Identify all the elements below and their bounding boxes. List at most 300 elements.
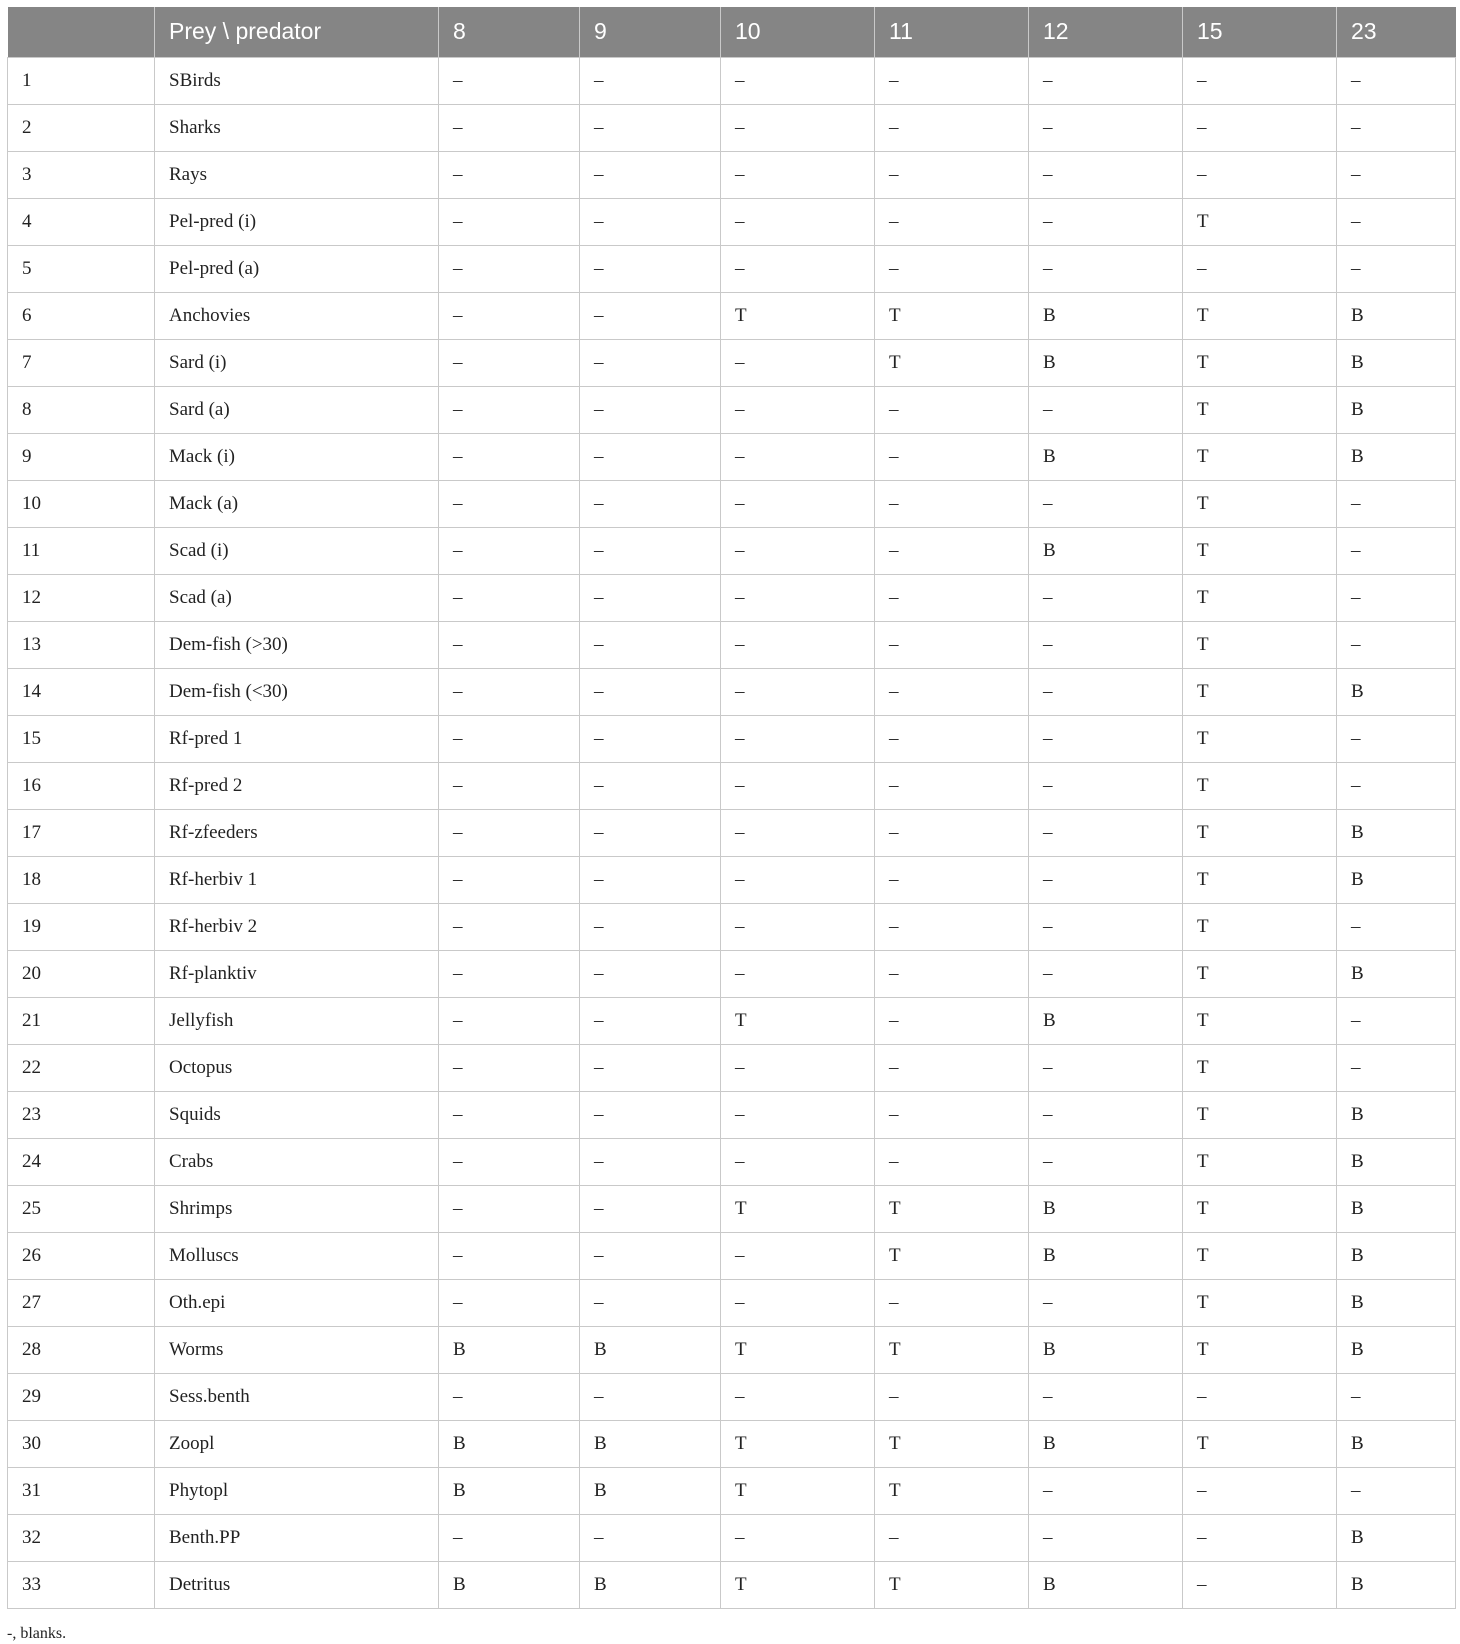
diet-value-cell: –	[439, 668, 580, 715]
diet-value-cell: B	[1029, 527, 1183, 574]
diet-value-cell: B	[1029, 1326, 1183, 1373]
table-row	[8, 950, 1456, 997]
prey-name-cell: Scad (i)	[155, 527, 439, 574]
diet-value-cell: B	[1337, 339, 1456, 386]
row-index-cell: 33	[8, 1561, 155, 1608]
diet-value-cell: –	[1029, 1044, 1183, 1091]
prey-name-cell: Rf-pred 1	[155, 715, 439, 762]
diet-value-cell: –	[721, 1279, 875, 1326]
diet-value-cell: –	[875, 809, 1029, 856]
diet-value-cell: –	[439, 386, 580, 433]
diet-value-cell: –	[721, 762, 875, 809]
diet-value-cell: B	[1337, 1326, 1456, 1373]
diet-value-cell: –	[580, 621, 721, 668]
diet-value-cell: T	[1183, 198, 1337, 245]
prey-name-cell: Rf-pred 2	[155, 762, 439, 809]
row-index-cell: 16	[8, 762, 155, 809]
diet-value-cell: –	[439, 809, 580, 856]
diet-value-cell: –	[439, 245, 580, 292]
row-index-cell: 5	[8, 245, 155, 292]
diet-value-cell: –	[875, 1373, 1029, 1420]
diet-value-cell: –	[1183, 1561, 1337, 1608]
diet-value-cell: –	[1029, 151, 1183, 198]
diet-value-cell: –	[580, 1091, 721, 1138]
prey-name-cell: Sharks	[155, 104, 439, 151]
row-index-cell: 9	[8, 433, 155, 480]
diet-value-cell: –	[439, 527, 580, 574]
diet-value-cell: T	[1183, 1138, 1337, 1185]
diet-value-cell: –	[439, 1514, 580, 1561]
diet-value-cell: –	[721, 809, 875, 856]
diet-value-cell: –	[1183, 57, 1337, 104]
diet-value-cell: –	[1029, 1138, 1183, 1185]
diet-value-cell: –	[875, 1279, 1029, 1326]
diet-value-cell: –	[721, 668, 875, 715]
diet-value-cell: B	[1029, 1561, 1183, 1608]
diet-value-cell: –	[439, 903, 580, 950]
diet-value-cell: –	[1029, 245, 1183, 292]
diet-value-cell: –	[1029, 668, 1183, 715]
row-index-cell: 26	[8, 1232, 155, 1279]
diet-value-cell: T	[875, 292, 1029, 339]
diet-value-cell: –	[875, 433, 1029, 480]
diet-value-cell: B	[1337, 668, 1456, 715]
diet-value-cell: –	[439, 715, 580, 762]
diet-value-cell: T	[721, 1467, 875, 1514]
diet-value-cell: –	[580, 903, 721, 950]
row-index-cell: 25	[8, 1185, 155, 1232]
table-row	[8, 715, 1456, 762]
diet-value-cell: T	[1183, 997, 1337, 1044]
diet-value-cell: T	[1183, 762, 1337, 809]
diet-value-cell: –	[1337, 527, 1456, 574]
row-index-cell: 27	[8, 1279, 155, 1326]
table-row	[8, 1420, 1456, 1467]
diet-value-cell: –	[1337, 997, 1456, 1044]
diet-value-cell: B	[1337, 1420, 1456, 1467]
diet-value-cell: –	[1337, 903, 1456, 950]
diet-value-cell: –	[439, 1373, 580, 1420]
row-index-cell: 29	[8, 1373, 155, 1420]
diet-value-cell: –	[1029, 1467, 1183, 1514]
diet-value-cell: –	[439, 57, 580, 104]
diet-value-cell: –	[1183, 1514, 1337, 1561]
table-row	[8, 1138, 1456, 1185]
diet-value-cell: –	[439, 151, 580, 198]
diet-value-cell: –	[1337, 1044, 1456, 1091]
row-index-cell: 22	[8, 1044, 155, 1091]
diet-value-cell: –	[721, 574, 875, 621]
diet-value-cell: T	[1183, 1232, 1337, 1279]
table-row	[8, 151, 1456, 198]
diet-value-cell: T	[1183, 621, 1337, 668]
diet-value-cell: –	[1337, 1467, 1456, 1514]
diet-value-cell: –	[875, 1044, 1029, 1091]
row-index-cell: 4	[8, 198, 155, 245]
table-row	[8, 1185, 1456, 1232]
diet-value-cell: –	[439, 574, 580, 621]
prey-name-cell: Jellyfish	[155, 997, 439, 1044]
diet-value-cell: T	[1183, 433, 1337, 480]
diet-value-cell: –	[580, 433, 721, 480]
diet-value-cell: –	[875, 1514, 1029, 1561]
diet-value-cell: –	[580, 1373, 721, 1420]
diet-value-cell: T	[721, 292, 875, 339]
diet-value-cell: B	[1337, 1279, 1456, 1326]
diet-value-cell: –	[580, 198, 721, 245]
diet-value-cell: –	[439, 1279, 580, 1326]
diet-value-cell: –	[721, 245, 875, 292]
diet-value-cell: –	[1337, 104, 1456, 151]
row-index-cell: 1	[8, 57, 155, 104]
table-row	[8, 1279, 1456, 1326]
diet-value-cell: –	[875, 1091, 1029, 1138]
diet-value-cell: B	[580, 1561, 721, 1608]
diet-value-cell: B	[1337, 856, 1456, 903]
row-index-cell: 7	[8, 339, 155, 386]
diet-value-cell: –	[1029, 1279, 1183, 1326]
diet-value-cell: –	[1029, 950, 1183, 997]
diet-value-cell: B	[439, 1326, 580, 1373]
diet-value-cell: T	[721, 1326, 875, 1373]
diet-value-cell: B	[580, 1420, 721, 1467]
diet-value-cell: T	[721, 997, 875, 1044]
diet-value-cell: –	[580, 997, 721, 1044]
prey-name-cell: Rays	[155, 151, 439, 198]
table-row	[8, 1561, 1456, 1608]
table-row	[8, 292, 1456, 339]
prey-name-cell: Mack (i)	[155, 433, 439, 480]
diet-value-cell: –	[721, 1091, 875, 1138]
prey-name-cell: Mack (a)	[155, 480, 439, 527]
diet-value-cell: –	[875, 386, 1029, 433]
diet-value-cell: B	[1337, 1185, 1456, 1232]
table-row	[8, 1326, 1456, 1373]
prey-name-cell: Pel-pred (a)	[155, 245, 439, 292]
row-index-cell: 20	[8, 950, 155, 997]
diet-value-cell: –	[580, 1185, 721, 1232]
table-footnote: -, blanks.	[7, 1625, 67, 1642]
diet-value-cell: –	[1337, 1373, 1456, 1420]
row-index-cell: 17	[8, 809, 155, 856]
diet-value-cell: B	[1337, 1091, 1456, 1138]
diet-value-cell: –	[439, 1185, 580, 1232]
prey-name-cell: Detritus	[155, 1561, 439, 1608]
row-index-cell: 15	[8, 715, 155, 762]
prey-name-cell: Crabs	[155, 1138, 439, 1185]
diet-value-cell: –	[1029, 57, 1183, 104]
diet-value-cell: –	[439, 1232, 580, 1279]
table-row	[8, 57, 1456, 104]
diet-value-cell: –	[1029, 1373, 1183, 1420]
table-row	[8, 903, 1456, 950]
prey-name-cell: Rf-planktiv	[155, 950, 439, 997]
diet-value-cell: –	[1183, 1467, 1337, 1514]
row-index-cell: 2	[8, 104, 155, 151]
table-row	[8, 668, 1456, 715]
diet-value-cell: –	[875, 856, 1029, 903]
diet-value-cell: –	[875, 997, 1029, 1044]
diet-value-cell: –	[439, 1138, 580, 1185]
diet-value-cell: –	[875, 574, 1029, 621]
diet-value-cell: T	[1183, 1326, 1337, 1373]
diet-value-cell: –	[1029, 715, 1183, 762]
diet-value-cell: –	[721, 1232, 875, 1279]
diet-value-cell: B	[439, 1561, 580, 1608]
diet-value-cell: T	[875, 1326, 1029, 1373]
diet-value-cell: –	[580, 1232, 721, 1279]
diet-value-cell: –	[580, 151, 721, 198]
table-row	[8, 1373, 1456, 1420]
diet-value-cell: –	[1029, 1514, 1183, 1561]
diet-value-cell: –	[1029, 856, 1183, 903]
diet-value-cell: –	[580, 856, 721, 903]
diet-value-cell: –	[875, 621, 1029, 668]
table-row	[8, 245, 1456, 292]
diet-value-cell: –	[439, 292, 580, 339]
diet-value-cell: –	[580, 527, 721, 574]
diet-value-cell: B	[1029, 1185, 1183, 1232]
diet-value-cell: B	[439, 1420, 580, 1467]
diet-value-cell: –	[1337, 715, 1456, 762]
prey-name-cell: Rf-zfeeders	[155, 809, 439, 856]
prey-name-cell: Sard (i)	[155, 339, 439, 386]
row-index-cell: 10	[8, 480, 155, 527]
diet-value-cell: B	[1029, 339, 1183, 386]
prey-name-cell: Worms	[155, 1326, 439, 1373]
diet-value-cell: –	[721, 386, 875, 433]
diet-value-cell: –	[580, 574, 721, 621]
diet-value-cell: –	[1029, 762, 1183, 809]
diet-value-cell: –	[875, 57, 1029, 104]
row-index-cell: 28	[8, 1326, 155, 1373]
header-predator-12: 12	[1029, 7, 1183, 57]
diet-value-cell: –	[580, 1044, 721, 1091]
diet-value-cell: –	[1029, 903, 1183, 950]
table-row	[8, 480, 1456, 527]
diet-value-cell: B	[1029, 433, 1183, 480]
diet-value-cell: –	[721, 104, 875, 151]
header-predator-9: 9	[580, 7, 721, 57]
prey-name-cell: Squids	[155, 1091, 439, 1138]
diet-value-cell: T	[1183, 339, 1337, 386]
diet-value-cell: –	[875, 104, 1029, 151]
diet-value-cell: –	[1029, 386, 1183, 433]
diet-value-cell: B	[1337, 433, 1456, 480]
row-index-cell: 11	[8, 527, 155, 574]
prey-name-cell: SBirds	[155, 57, 439, 104]
row-index-cell: 24	[8, 1138, 155, 1185]
diet-value-cell: T	[1183, 809, 1337, 856]
table-row	[8, 762, 1456, 809]
row-index-cell: 32	[8, 1514, 155, 1561]
diet-value-cell: T	[721, 1420, 875, 1467]
table-row	[8, 339, 1456, 386]
prey-name-cell: Shrimps	[155, 1185, 439, 1232]
diet-value-cell: –	[875, 762, 1029, 809]
diet-value-cell: T	[1183, 856, 1337, 903]
table-row	[8, 809, 1456, 856]
diet-value-cell: –	[580, 480, 721, 527]
row-index-cell: 6	[8, 292, 155, 339]
diet-value-cell: –	[875, 245, 1029, 292]
table-row	[8, 104, 1456, 151]
prey-name-cell: Sess.benth	[155, 1373, 439, 1420]
prey-name-cell: Sard (a)	[155, 386, 439, 433]
diet-value-cell: –	[580, 950, 721, 997]
table-row	[8, 527, 1456, 574]
diet-matrix-table	[7, 7, 1456, 1609]
diet-value-cell: –	[875, 1138, 1029, 1185]
header-prey-predator: Prey \ predator	[155, 7, 439, 57]
diet-value-cell: –	[580, 57, 721, 104]
diet-value-cell: B	[1337, 292, 1456, 339]
diet-value-cell: B	[1337, 950, 1456, 997]
diet-value-cell: B	[580, 1326, 721, 1373]
diet-value-cell: T	[1183, 715, 1337, 762]
diet-value-cell: –	[875, 668, 1029, 715]
prey-name-cell: Anchovies	[155, 292, 439, 339]
diet-value-cell: T	[875, 1561, 1029, 1608]
diet-value-cell: –	[721, 151, 875, 198]
diet-value-cell: –	[439, 198, 580, 245]
table-row	[8, 1232, 1456, 1279]
diet-value-cell: –	[580, 715, 721, 762]
diet-value-cell: –	[721, 480, 875, 527]
diet-value-cell: –	[721, 57, 875, 104]
diet-value-cell: –	[1183, 104, 1337, 151]
diet-value-cell: B	[1029, 997, 1183, 1044]
diet-value-cell: –	[1337, 57, 1456, 104]
diet-value-cell: –	[580, 104, 721, 151]
diet-value-cell: T	[1183, 1185, 1337, 1232]
prey-name-cell: Rf-herbiv 2	[155, 903, 439, 950]
diet-value-cell: T	[1183, 574, 1337, 621]
diet-value-cell: T	[875, 1185, 1029, 1232]
row-index-cell: 21	[8, 997, 155, 1044]
diet-value-cell: T	[875, 339, 1029, 386]
prey-name-cell: Zoopl	[155, 1420, 439, 1467]
diet-value-cell: –	[875, 903, 1029, 950]
diet-value-cell: B	[439, 1467, 580, 1514]
diet-value-cell: B	[1337, 809, 1456, 856]
prey-name-cell: Oth.epi	[155, 1279, 439, 1326]
diet-value-cell: –	[439, 997, 580, 1044]
table-row	[8, 856, 1456, 903]
diet-value-cell: –	[439, 480, 580, 527]
diet-value-cell: –	[439, 433, 580, 480]
row-index-cell: 12	[8, 574, 155, 621]
diet-value-cell: –	[580, 809, 721, 856]
prey-name-cell: Pel-pred (i)	[155, 198, 439, 245]
diet-value-cell: –	[875, 151, 1029, 198]
diet-value-cell: –	[721, 950, 875, 997]
table-row	[8, 1467, 1456, 1514]
table-container	[7, 7, 1455, 1609]
diet-value-cell: –	[580, 1138, 721, 1185]
diet-value-cell: T	[1183, 527, 1337, 574]
diet-value-cell: –	[1029, 104, 1183, 151]
diet-value-cell: –	[1337, 762, 1456, 809]
diet-value-cell: –	[439, 762, 580, 809]
row-index-cell: 31	[8, 1467, 155, 1514]
diet-value-cell: T	[1183, 1044, 1337, 1091]
diet-value-cell: B	[580, 1467, 721, 1514]
diet-value-cell: –	[1029, 480, 1183, 527]
diet-value-cell: –	[439, 621, 580, 668]
diet-value-cell: B	[1337, 1138, 1456, 1185]
table-row	[8, 997, 1456, 1044]
diet-value-cell: –	[721, 1514, 875, 1561]
diet-value-cell: –	[721, 621, 875, 668]
row-index-cell: 23	[8, 1091, 155, 1138]
diet-value-cell: B	[1029, 292, 1183, 339]
diet-value-cell: T	[721, 1185, 875, 1232]
table-row	[8, 1091, 1456, 1138]
table-row	[8, 433, 1456, 480]
diet-value-cell: –	[580, 668, 721, 715]
row-index-cell: 18	[8, 856, 155, 903]
diet-value-cell: –	[439, 339, 580, 386]
diet-value-cell: –	[1183, 245, 1337, 292]
diet-value-cell: –	[439, 1091, 580, 1138]
table-row	[8, 198, 1456, 245]
diet-value-cell: T	[1183, 1279, 1337, 1326]
diet-value-cell: –	[1183, 151, 1337, 198]
table-row	[8, 1044, 1456, 1091]
prey-name-cell: Phytopl	[155, 1467, 439, 1514]
prey-name-cell: Rf-herbiv 1	[155, 856, 439, 903]
diet-value-cell: T	[1183, 668, 1337, 715]
diet-value-cell: T	[875, 1232, 1029, 1279]
diet-value-cell: T	[1183, 480, 1337, 527]
diet-value-cell: –	[721, 1044, 875, 1091]
diet-value-cell: –	[1029, 198, 1183, 245]
diet-value-cell: –	[580, 292, 721, 339]
diet-value-cell: –	[721, 1373, 875, 1420]
diet-value-cell: –	[1337, 574, 1456, 621]
diet-value-cell: –	[721, 433, 875, 480]
diet-value-cell: –	[580, 1514, 721, 1561]
diet-value-cell: –	[1337, 245, 1456, 292]
row-index-cell: 8	[8, 386, 155, 433]
diet-value-cell: B	[1337, 1514, 1456, 1561]
table-row	[8, 1514, 1456, 1561]
diet-value-cell: –	[580, 386, 721, 433]
diet-value-cell: –	[875, 527, 1029, 574]
diet-value-cell: B	[1337, 1561, 1456, 1608]
diet-value-cell: B	[1029, 1232, 1183, 1279]
diet-value-cell: –	[875, 715, 1029, 762]
diet-value-cell: –	[439, 1044, 580, 1091]
diet-value-cell: –	[721, 527, 875, 574]
row-index-cell: 14	[8, 668, 155, 715]
diet-value-cell: –	[721, 715, 875, 762]
diet-value-cell: T	[1183, 386, 1337, 433]
table-row	[8, 386, 1456, 433]
diet-value-cell: –	[1029, 574, 1183, 621]
diet-value-cell: –	[721, 903, 875, 950]
table-header-row	[8, 7, 1456, 57]
diet-value-cell: –	[875, 198, 1029, 245]
diet-value-cell: –	[439, 104, 580, 151]
prey-name-cell: Dem-fish (<30)	[155, 668, 439, 715]
diet-value-cell: –	[721, 339, 875, 386]
diet-value-cell: T	[721, 1561, 875, 1608]
diet-value-cell: –	[1337, 198, 1456, 245]
diet-value-cell: B	[1337, 386, 1456, 433]
diet-value-cell: –	[580, 762, 721, 809]
